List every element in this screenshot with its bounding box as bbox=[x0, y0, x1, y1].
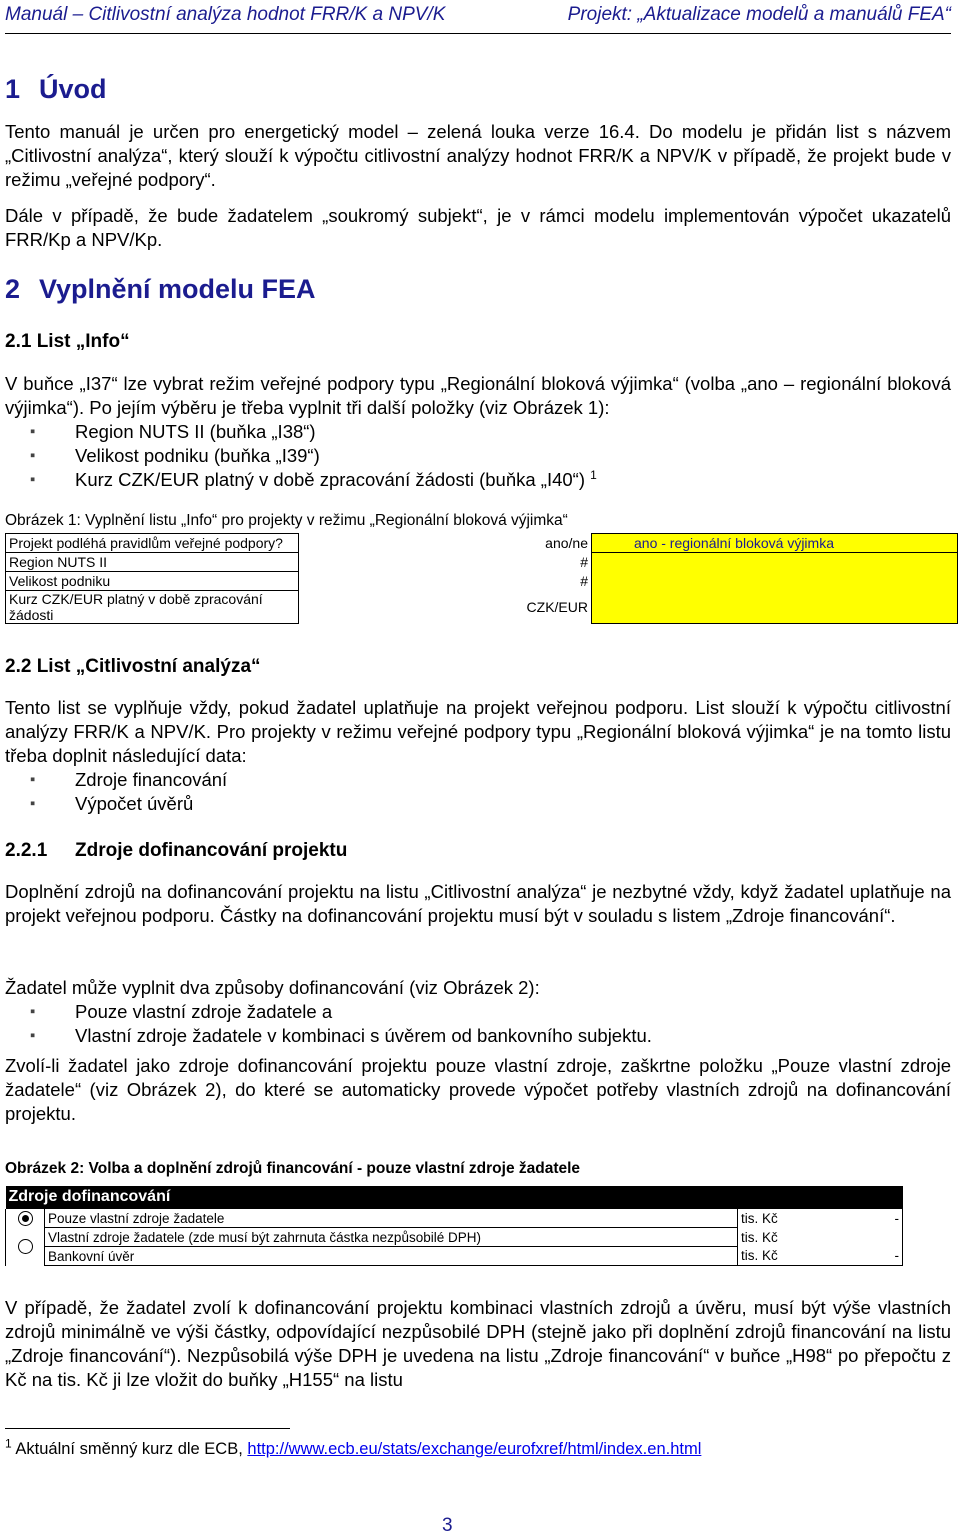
bullet-icon: ▪ bbox=[30, 1003, 36, 1020]
paragraph-kombinace: V případě, že žadatel zvolí k dofinancování projektu kombinaci vlastních zdrojů a úvěru, musí být výše vlastních zdrojů minimálně ve výši částky, odpovídající nezpůsobilé DPH (stejně jako při doplnění zdrojů financování na listu „Zdroje financování“). Nezpůsobilá výše DPH je uvedena na listu „Zdroje financování“ v buňce „H98“ po přepočtu z Kč na tis. Kč ji lze vložit do buňky „H155“ na listu bbox=[5, 1297, 951, 1390]
table-header bbox=[6, 1186, 903, 1209]
footnote-text: Aktuální směnný kurz dle ECB, bbox=[15, 1440, 248, 1458]
table-row bbox=[6, 591, 958, 624]
row-unit: tis. Kč bbox=[738, 1247, 855, 1266]
row-label: Region NUTS II bbox=[6, 553, 299, 572]
heading-vyplneni: 2 Vyplnění modelu FEA bbox=[5, 274, 316, 304]
row-label: Kurz CZK/EUR platný v době zpracování žádosti bbox=[6, 591, 299, 624]
row-value: - bbox=[854, 1247, 903, 1266]
bullet-icon: ▪ bbox=[30, 795, 36, 812]
row-unit: tis. Kč bbox=[741, 1210, 778, 1226]
radio-selected-icon[interactable] bbox=[18, 1211, 33, 1226]
list-citlivostni bbox=[30, 768, 227, 816]
table-row bbox=[6, 553, 958, 572]
list-item: ▪ Zdroje financování bbox=[30, 769, 228, 790]
paragraph-intro: Tento manuál je určen pro energetický model – zelená louka verze 16.4. Do modelu je přidán list s názvem „Citlivostní analýza“, který slouží k výpočtu citlivostní analýzy hodnot FRR/K a NPV/K v případě, že projekt bude v režimu „veřejné podpory“. bbox=[5, 121, 951, 190]
row-label: Vlastní zdroje žadatele (zde musí být zahrnuta částka nezpůsobilé DPH) bbox=[45, 1228, 738, 1247]
figure1-table bbox=[5, 533, 958, 624]
list-item: ▪ Vlastní zdroje žadatele v kombinaci s úvěrem od bankovního subjektu. bbox=[30, 1025, 652, 1046]
row-unit: # bbox=[580, 573, 588, 589]
bullet-icon: ▪ bbox=[30, 1027, 36, 1044]
list-item: ▪ Výpočet úvěrů bbox=[30, 793, 194, 814]
bullet-icon: ▪ bbox=[30, 771, 36, 788]
heading-list-info: 2.1 List „Info“ bbox=[5, 331, 130, 352]
footnote-number: 1 bbox=[5, 1436, 12, 1451]
footnote-ref: 1 bbox=[590, 467, 597, 482]
table-row bbox=[6, 534, 958, 553]
row-value-input[interactable] bbox=[592, 553, 958, 572]
row-value: - bbox=[854, 1209, 903, 1228]
row-label: Projekt podléhá pravidlům veřejné podpory? bbox=[6, 534, 299, 553]
figure2-caption: Obrázek 2: Volba a doplnění zdrojů financování - pouze vlastní zdroje žadatele bbox=[5, 1160, 581, 1177]
row-value-input[interactable] bbox=[592, 591, 958, 624]
row-unit: tis. Kč bbox=[741, 1229, 778, 1245]
paragraph-zpusoby: Žadatel může vyplnit dva způsoby dofinancování (viz Obrázek 2): bbox=[5, 977, 540, 998]
row-label: Pouze vlastní zdroje žadatele bbox=[45, 1209, 738, 1228]
header-left: Manuál – Citlivostní analýza hodnot FRR/K a NPV/K bbox=[5, 4, 446, 25]
bullet-icon: ▪ bbox=[30, 447, 36, 464]
list-item: ▪ Kurz CZK/EUR platný v době zpracování žádosti (buňka „I40“) $^1$ bbox=[30, 467, 597, 490]
row-label: Velikost podniku bbox=[6, 572, 299, 591]
page-number: 3 bbox=[442, 1515, 453, 1536]
figure1-caption: Obrázek 1: Vyplnění listu „Info“ pro projekty v režimu „Regionální bloková výjimka“ bbox=[5, 512, 568, 529]
paragraph-i37: V buňce „I37“ lze vybrat režim veřejné podpory typu „Regionální bloková výjimka“ (volba „ano – regionální bloková výjimka“). Po jejím výběru je třeba vyplnit tři další položky (viz Obrázek 1): bbox=[5, 373, 951, 418]
footnote bbox=[5, 1436, 702, 1459]
footnote-rule bbox=[5, 1428, 290, 1429]
footnote-link[interactable]: http://www.ecb.eu/stats/exchange/eurofxref/html/index.en.html bbox=[247, 1440, 702, 1458]
list-item: ▪ Velikost podniku (buňka „I39“) bbox=[30, 445, 320, 466]
row-value-select[interactable]: ano - regionální bloková výjimka bbox=[592, 534, 958, 553]
row-unit: CZK/EUR bbox=[526, 599, 588, 615]
paragraph-doplneni: Doplnění zdrojů na dofinancování projektu na listu „Citlivostní analýza“ je nezbytné vždy, když žadatel uplatňuje na projekt veřejnou podporu. Částky na dofinancování projektu musí být v souladu s listem „Zdroje financování“. bbox=[5, 881, 951, 926]
header-rule bbox=[5, 33, 951, 34]
table-row bbox=[6, 1247, 903, 1266]
list-item: ▪ Region NUTS II (buňka „I38“) bbox=[30, 421, 316, 442]
header-right: Projekt: „Aktualizace modelů a manuálů FEA“ bbox=[567, 4, 951, 25]
heading-zdroje-dofinancovani: 2.2.1 Zdroje dofinancování projektu bbox=[5, 840, 348, 861]
list-info-cells bbox=[30, 420, 597, 492]
table-row bbox=[6, 1209, 903, 1228]
heading-uvod: 1 Úvod bbox=[5, 74, 107, 104]
list-zpusoby bbox=[30, 1000, 652, 1048]
table-row bbox=[6, 1228, 903, 1247]
figure2-title: Zdroje dofinancování bbox=[6, 1186, 903, 1209]
figure2-table bbox=[5, 1186, 903, 1266]
bullet-icon: ▪ bbox=[30, 471, 36, 488]
radio-own-plus-loan[interactable] bbox=[6, 1228, 45, 1266]
radio-unselected-icon[interactable] bbox=[18, 1239, 33, 1254]
list-item: ▪ Pouze vlastní zdroje žadatele a bbox=[30, 1001, 333, 1022]
row-label: Bankovní úvěr bbox=[45, 1247, 738, 1266]
row-value bbox=[854, 1228, 903, 1247]
paragraph-citlivostni: Tento list se vyplňuje vždy, pokud žadatel uplatňuje na projekt veřejnou podporu. List slouží k výpočtu citlivostní analýzy FRR/K a NPV/K. Pro projekty v režimu veřejné podpory typu „Regionální bloková výjimka“ je na tomto listu třeba doplnit následující data: bbox=[5, 697, 951, 766]
heading-citlivostni: 2.2 List „Citlivostní analýza“ bbox=[5, 656, 261, 677]
paragraph-soukromy: Dále v případě, že bude žadatelem „soukromý subjekt“, je v rámci modelu implementován výpočet ukazatelů FRR/Kp a NPV/Kp. bbox=[5, 205, 951, 250]
row-value-input[interactable] bbox=[592, 572, 958, 591]
table-row bbox=[6, 572, 958, 591]
row-unit: ano/ne bbox=[545, 535, 588, 551]
paragraph-zvoli-li: Zvolí-li žadatel jako zdroje dofinancování projektu pouze vlastní zdroje, zaškrtne položku „Pouze vlastní zdroje žadatele“ (viz Obrázek 2), do které se automaticky provede výpočet potřeby vlastních zdrojů na dofinancování projektu. bbox=[5, 1055, 951, 1124]
radio-own-only[interactable] bbox=[6, 1209, 45, 1228]
bullet-icon: ▪ bbox=[30, 423, 36, 440]
row-unit: # bbox=[580, 554, 588, 570]
running-header bbox=[5, 4, 951, 26]
